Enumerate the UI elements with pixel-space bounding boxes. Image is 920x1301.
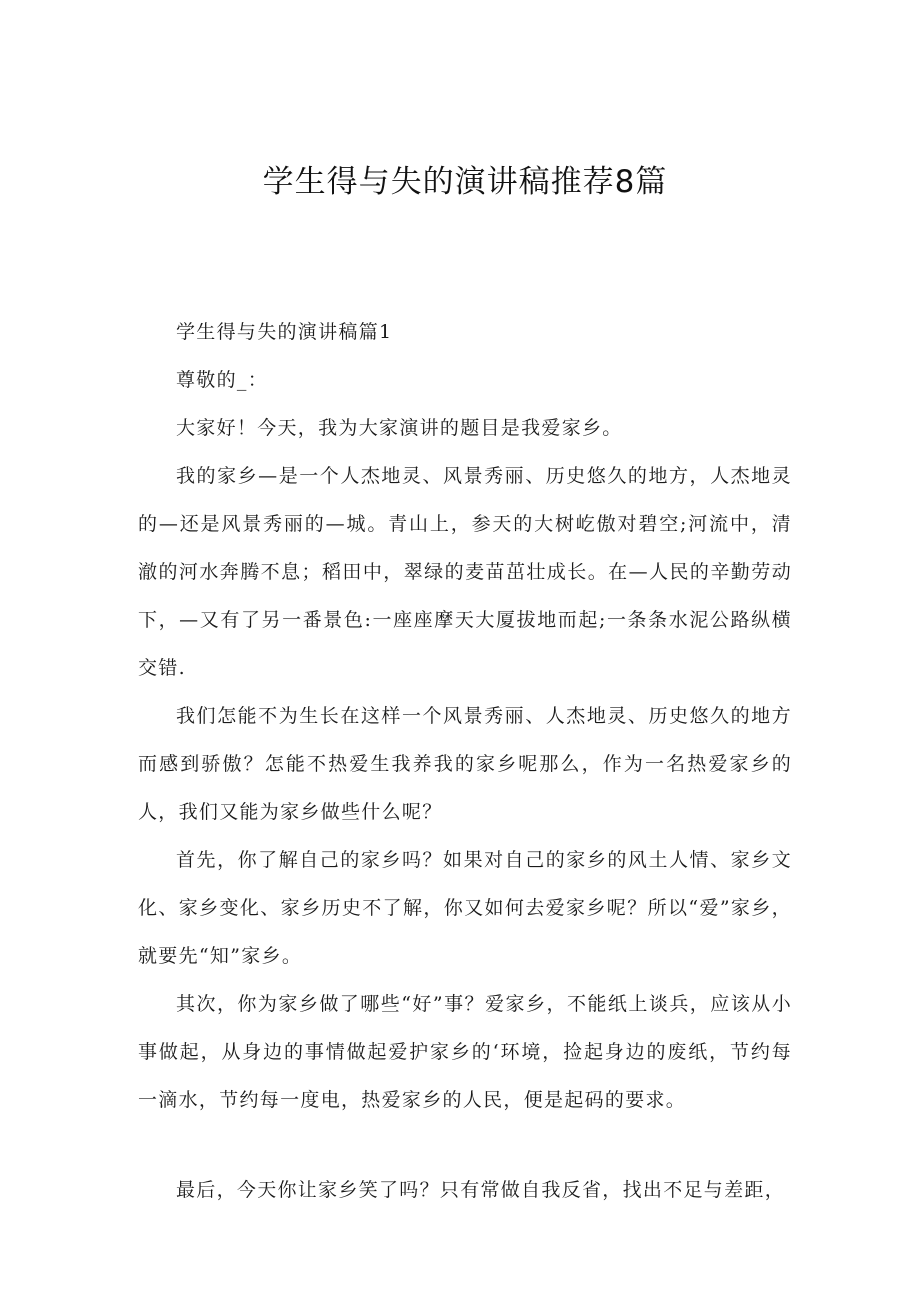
pride-question-paragraph: 我们怎能不为生长在这样一个风景秀丽、人杰地灵、历史悠久的地方而感到骄傲？怎能不热爱生我养我的家乡呢那么，作为一名热爱家乡的人，我们又能为家乡做些什么呢？ — [138, 705, 792, 823]
hometown-description-paragraph: 我的家乡—是一个人杰地灵、风景秀丽、历史悠久的地方，人杰地灵的—还是风景秀丽的—城。青山上，参天的大树屹傲对碧空;河流中，清澈的河水奔腾不息；稻田中，翠绿的麦苗茁壮成长。在—人民的辛勤劳动下，—又有了另一番景色:一座座摩天大厦拔地而起;一条条水泥公路纵横交错. — [138, 465, 792, 679]
salutation: 尊敬的_： — [176, 369, 269, 391]
first-point-paragraph: 首先，你了解自己的家乡吗？如果对自己的家乡的风土人情、家乡文化、家乡变化、家乡历史不了解，你又如何去爱家乡呢？所以“爱”家乡，就要先“知”家乡。 — [138, 849, 792, 967]
second-point-paragraph: 其次，你为家乡做了哪些“好”事？爱家乡，不能纸上谈兵，应该从小事做起，从身边的事情做起爱护家乡的‘环境，捡起身边的废纸，节约每一滴水，节约每一度电，热爱家乡的人民，便是起码的要求。 — [138, 993, 792, 1111]
document-body — [138, 308, 792, 1214]
last-point-paragraph: 最后，今天你让家乡笑了吗？只有常做自我反省，找出不足与差距， — [176, 1179, 786, 1201]
section-heading: 学生得与失的演讲稿篇1 — [176, 321, 393, 343]
document-title: 学生得与失的演讲稿推荐8篇 — [262, 164, 668, 200]
greeting-paragraph: 大家好！今天，我为大家演讲的题目是我爱家乡。 — [176, 417, 623, 439]
